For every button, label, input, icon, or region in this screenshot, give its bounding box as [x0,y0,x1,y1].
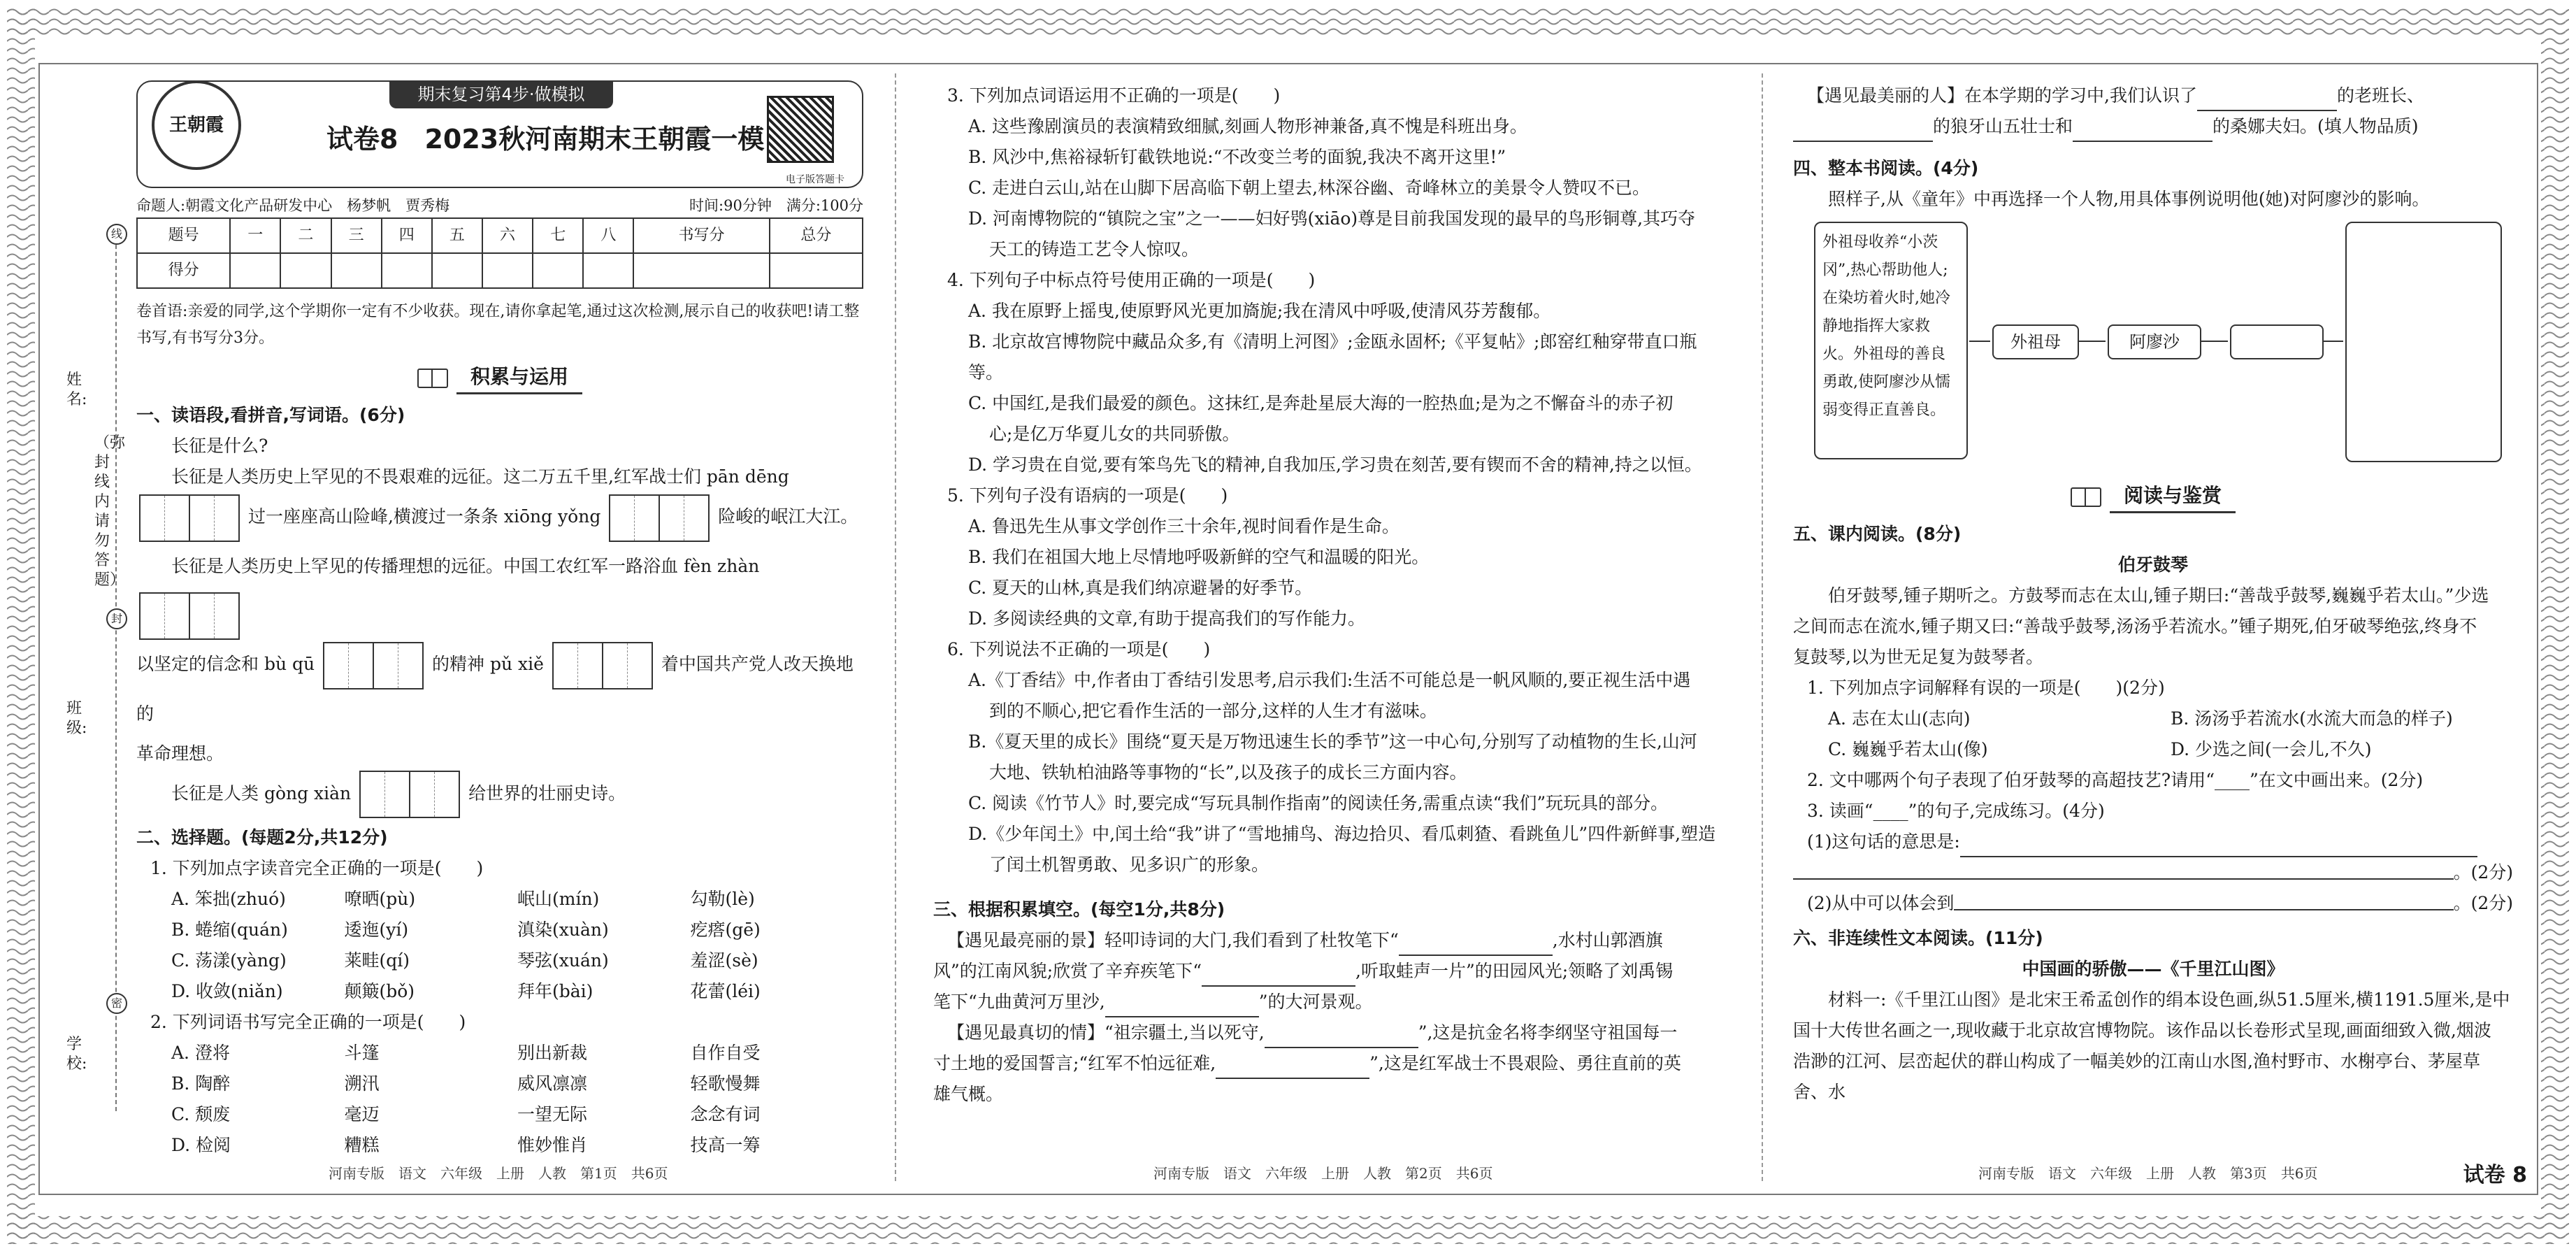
fill-text: 风”的江南风貌;欣赏了辛弃疾笔下“ [933,961,1202,981]
question-title: 六、非连续性文本阅读。(11分) [1793,928,2043,948]
section-badge [1793,480,2513,513]
passage-line: 革命理想。 [136,743,224,764]
option: D. 河南博物院的“镇院之宝”之一——妇好鸮(xiāo)尊是目前我国发现的最早的鸟形铜尊,其巧夺 [968,208,1696,229]
option: 溯汛 [344,1073,380,1094]
fill-text: ”,这是抗金名将李纲坚守祖国每一 [1418,1022,1678,1043]
passage-line: 长征是什么? [171,436,268,456]
option: B. 风沙中,焦裕禄斩钉截铁地说:“不改变兰考的面貌,我决不离开这里!” [968,147,1506,167]
option: 心;是亿万华夏儿女的共同骄傲。 [989,424,1240,444]
score-cell[interactable] [533,253,583,288]
example-box: 外祖母收养“小茨冈”,热心帮助他人;在染坊着火时,她冷静地指挥大家救火。外祖母的善良勇敢,使阿廖沙从懦弱变得正直善良。 [1814,222,1968,459]
passage-line: 国十大传世名画之一,现收藏于北京故宫博物院。该作品以长卷形式呈现,画面细致入微,烟波 [1793,1020,2491,1041]
answer-blank[interactable] [1793,120,1933,142]
passage-line: 长征是人类历史上罕见的不畏艰难的远征。这二万五千里,红军战士们 pān dēng [171,466,789,487]
score-cell[interactable] [382,253,432,288]
fill-text: 的老班长、 [2336,85,2424,106]
option: 糟糕 [344,1135,380,1155]
question: 3. 下列加点词语运用不正确的一项是( ) [947,85,1281,106]
fill-line [1793,80,2513,111]
option: C. 中国红,是我们最爱的颜色。这抹红,是奔赴星辰大海的一腔热血;是为之不懈奋斗的赤子初 [968,393,1674,413]
passage-title: 伯牙鼓琴 [2117,555,2188,575]
score-header: 二 [280,218,331,253]
option: C. 颓废 [171,1104,231,1124]
passage-text: 以坚定的信念和 bù qū [136,654,315,674]
node-alyosha: 阿廖沙 [2108,324,2201,359]
option: 到的不顺心,把它看作生活的一部分,这样的人生才有滋味。 [989,701,1437,721]
options [1793,703,2513,765]
question: 6. 下列说法不正确的一项是( ) [947,639,1211,659]
option: 惟妙惟肖 [517,1135,588,1155]
option: D. 多阅读经典的文章,有助于提高我们的写作能力。 [968,608,1365,629]
page-1 [136,80,863,1174]
option: 了闰土机智勇敢、见多识广的形象。 [989,855,1269,875]
school-label: 学校: [66,1036,87,1073]
time-score: 时间:90分钟 满分:100分 [689,197,863,214]
question-title: 四、整本书阅读。(4分) [1793,158,1979,178]
score-header: 题号 [137,218,230,253]
score-header: 五 [432,218,482,253]
book-icon [2071,487,2101,507]
passage-text: 长征是人类历史上罕见的传播理想的远征。中国工农红军一路浴血 fèn zhàn [171,555,760,576]
fill-text: 寸土地的爱国誓言;“红军不怕远征难, [933,1053,1216,1073]
option: 琴弦(xuán) [517,950,609,971]
review-step-tag: 期末复习第4步·做模拟 [389,80,613,108]
score-header: 一 [230,218,280,253]
arrow-left [2200,341,2228,342]
answer-blank[interactable] [2197,89,2337,111]
question: 4. 下列句子中标点符号使用正确的一项是( ) [947,270,1316,290]
score-cell[interactable] [230,253,280,288]
score-row [137,253,863,288]
question: 1. 下列加点字词解释有误的一项是( )(2分) [1807,678,2165,698]
fill-text: 的桑娜夫妇。(填人物品质) [2212,116,2419,136]
answer-box[interactable] [2345,222,2502,462]
passage-line: 材料一:《千里江山图》是北宋王希孟创作的绢本设色画,纵51.5厘米,横1191.5厘米,是中 [1828,989,2510,1010]
option: 岷山(mín) [517,889,600,909]
node-grandmother: 外祖母 [1992,324,2079,359]
fill-text: ,听取蛙声一片”的田园风光;领略了刘禹锡 [1355,961,1674,981]
fill-text: 的狼牙山五壮士和 [1933,116,2073,136]
option: B. 北京故宫博物院中藏品众多,有《清明上河图》;金瓯永固杯;《平复帖》;郎窑红釉穿带直口瓶等。 [968,331,1697,383]
option: A. 鲁迅先生从事文学创作三十余年,视时间看作是生命。 [968,516,1399,536]
option: 嘹晒(pù) [344,889,416,909]
score-header: 四 [382,218,432,253]
option: 斗篷 [344,1043,380,1063]
page-2 [933,80,1730,1174]
arrow-right [2078,341,2106,342]
option: 羞涩(sè) [690,950,758,971]
answer-blank[interactable] [1105,995,1259,1017]
option: C. 荡漾(yàng) [171,950,287,971]
option: A. 笨拙(zhuó) [171,889,286,909]
option: 莱畦(qí) [344,950,410,971]
class-label: 班级: [66,700,87,737]
answer-blank[interactable] [1960,835,2477,857]
option: 疙瘩(gē) [690,920,761,940]
fill-text: 。(2分) [2453,862,2513,882]
answer-blank[interactable] [2073,120,2212,142]
passage-line [136,640,863,738]
score-cell[interactable] [633,253,769,288]
fill-line: 雄气概。 [933,1084,1004,1104]
character-diagram [1793,222,2513,473]
passage-text: 长征是人类 gòng xiàn [171,782,352,803]
question: 1. 下列加点字读音完全正确的一项是( ) [150,858,484,878]
option: B. 蜷缩(quán) [171,920,288,940]
fill-text: (2)从中可以体会到 [1807,893,1955,913]
option: A. 澄将 [171,1043,230,1063]
option: A.《丁香结》中,作者由丁香结引发思考,启示我们:生活不可能总是一帆风顺的,要正视生活中遇 [968,670,1691,690]
option: 轻歌慢舞 [690,1073,761,1094]
passage-line: 浩渺的江河、层峦起伏的群山构成了一幅美妙的江南山水图,渔村野市、水榭亭台、茅屋草舍、水 [1793,1051,2480,1102]
question-title: 一、读语段,看拼音,写词语。(6分) [136,405,405,425]
passage-text: 给世界的壮丽史诗。 [468,782,626,803]
score-cell[interactable] [331,253,382,288]
seal-mark-line: 线 [106,224,127,245]
option: D. 收敛(niǎn) [171,981,283,1001]
option: C. 走进白云山,站在山脚下居高临下朝上望去,林深谷幽、奇峰林立的美景令人赞叹不已。 [968,178,1650,198]
brand-logo: 王朝霞 [152,80,241,170]
fill-line [1793,111,2513,142]
column-divider [1762,73,1763,1181]
option: 自作自受 [690,1043,761,1063]
answer-blank[interactable] [1216,1057,1369,1079]
option: 逶迤(yí) [344,920,409,940]
option: B. 我们在祖国大地上尽情地呼吸新鲜的空气和温暖的阳光。 [968,547,1430,567]
answer-blank[interactable] [1202,964,1355,987]
score-cell[interactable] [432,253,482,288]
option: B.《夏天里的成长》围绕“夏天是万物迅速生长的季节”这一中心句,分别写了动植物的生长,山河 [968,731,1697,752]
option: 大地、铁轨柏油路等事物的“长”,以及孩子的成长三方面内容。 [989,762,1467,782]
question: 2. 下列词语书写完全正确的一项是( ) [150,1012,466,1032]
fill-text: ”,这是红军战士不畏艰险、勇往直前的英 [1369,1053,1681,1073]
fill-text: 。(2分) [2453,893,2513,913]
seal-line [115,224,117,1111]
passage-text: 着中国共产党人改天换地的 [136,654,854,724]
fill-line [1793,827,2513,857]
score-cell[interactable] [583,253,633,288]
question: 5. 下列句子没有语病的一项是( ) [947,485,1228,506]
fill-text: 【遇见最真切的情】“祖宗疆土,当以死守, [947,1022,1265,1043]
question: 照样子,从《童年》中再选择一个人物,用具体事例说明他(她)对阿廖沙的影响。 [1828,189,2430,209]
fill-line [933,956,1730,987]
option: A. 志在太山(志向) [1828,708,1971,729]
fill-line [933,1017,1730,1048]
fill-line [1793,857,2513,888]
option: 滇染(xuàn) [517,920,609,940]
score-header: 六 [482,218,533,253]
score-cell[interactable] [770,253,863,288]
option: B. 陶醉 [171,1073,231,1094]
seal-note: （弥封线内请勿答题） [94,434,126,589]
option: 别出新裁 [517,1043,588,1063]
passage-line: 复鼓琴,以为世无足复为鼓琴者。 [1793,647,2043,667]
page-footer: 河南专版 语文 六年级 上册 人教 第3页 共6页 [1978,1165,2318,1182]
passage-text: 过一座座高山险峰,横渡过一条条 xiōng yǒng [247,506,601,527]
answer-blank[interactable] [1265,1026,1418,1048]
answer-boxes[interactable] [609,494,710,542]
passage-line [136,492,863,542]
answer-boxes[interactable] [139,592,240,640]
option: 毫迈 [344,1104,380,1124]
option: C. 巍巍乎若太山(像) [1828,739,1988,759]
passage-line [136,542,863,641]
passage-text: 的精神 pǔ xiě [432,654,544,674]
option: 天工的铸造工艺令人惊叹。 [989,239,1200,259]
section-badge [136,362,863,394]
option: 念念有词 [690,1104,761,1124]
score-cell[interactable] [280,253,331,288]
passage-line [136,769,863,819]
passage-title: 中国画的骄傲——《千里江山图》 [2022,959,2284,979]
answer-blank[interactable] [1954,888,2453,910]
fill-text: 【遇见最美丽的人】在本学期的学习中,我们认识了 [1807,85,2197,106]
fill-line [933,1048,1730,1079]
exam-number-tag: 试卷 8 [2463,1163,2527,1187]
score-header: 书写分 [633,218,769,253]
fill-text: ”的大河景观。 [1258,992,1373,1012]
option: D. 检阅 [171,1135,231,1155]
fill-text: 笔下“九曲黄河万里沙, [933,992,1105,1012]
page-footer: 河南专版 语文 六年级 上册 人教 第2页 共6页 [1153,1165,1493,1182]
exam-meta [136,194,863,217]
score-header: 七 [533,218,583,253]
question-title: 二、选择题。(每题2分,共12分) [136,827,388,848]
option: 颠簸(bǒ) [344,981,415,1001]
score-header: 总分 [770,218,863,253]
node-blank[interactable] [2230,324,2324,359]
score-row-label: 得分 [137,253,230,288]
fill-line [933,987,1730,1017]
score-header: 三 [331,218,382,253]
answer-blank[interactable] [1793,857,2454,880]
answer-blank[interactable] [1399,934,1553,956]
fill-text: (1)这句话的意思是: [1807,831,1960,852]
fill-line [1793,888,2513,919]
option: C. 阅读《竹节人》时,要完成“写玩具制作指南”的阅读任务,需重点读“我们”玩玩具的部分。 [968,793,1669,813]
option: A. 我在原野上摇曳,使原野风光更加旖旎;我在清风中呼吸,使清风芬芳馥郁。 [968,301,1551,321]
option: 技高一筹 [690,1135,761,1155]
connector [2322,341,2343,342]
score-header: 八 [583,218,633,253]
option: 威风凛凛 [517,1073,588,1094]
exam-title: 试卷8 2023秋河南期末王朝霞一模 [326,124,765,155]
fill-line [933,925,1730,956]
book-icon [417,369,448,388]
section-title: 阅读与鉴赏 [2110,480,2236,513]
option: 拜年(bài) [517,981,593,1001]
column-divider [895,73,896,1181]
answer-boxes[interactable] [359,771,460,818]
question: 2. 文中哪两个句子表现了伯牙鼓琴的高超技艺?请用“____”在文中画出来。(2分) [1807,770,2424,790]
question-title: 五、课内阅读。(8分) [1793,524,1962,544]
connector [1969,341,1990,342]
option: C. 夏天的山林,真是我们纳凉避暑的好季节。 [968,578,1313,598]
seal-mark-seal: 封 [106,608,127,629]
qr-caption: 电子版答题卡 [786,174,844,185]
option: D. 学习贵在自觉,要有笨鸟先飞的精神,自我加压,学习贵在刻苦,要有锲而不舍的精神,持之以恒。 [968,455,1702,475]
option: A. 这些豫剧演员的表演精致细腻,刻画人物形神兼备,真不愧是科班出身。 [968,116,1527,136]
fill-text: ,水村山郭酒旗 [1552,930,1663,950]
option: B. 汤汤乎若流水(水流大而急的样子) [2171,708,2453,729]
seal-mark-secret: 密 [106,993,127,1014]
fill-text: 【遇见最亮丽的景】轻叩诗词的大门,我们看到了杜牧笔下“ [947,930,1399,950]
options [136,1038,863,1161]
options [136,884,863,1007]
option: 一望无际 [517,1104,588,1124]
option: 勾勒(lè) [690,889,755,909]
option: D. 少选之间(一会儿,不久) [2171,739,2372,759]
name-label: 姓名: [66,371,87,408]
score-cell[interactable] [482,253,533,288]
section-title: 积累与运用 [456,362,582,394]
answer-boxes[interactable] [323,642,424,689]
exam-header [136,80,863,188]
authors: 命题人:朝霞文化产品研发中心 杨梦帆 贾秀梅 [136,197,450,214]
answer-boxes[interactable] [552,642,653,689]
page-3 [1793,80,2513,1174]
answer-boxes[interactable] [139,494,240,542]
question-title: 三、根据积累填空。(每空1分,共8分) [933,899,1225,920]
passage-line: 之间而志在流水,锺子期又曰:“善哉乎鼓琴,汤汤乎若流水。”锺子期死,伯牙破琴绝弦,终身不 [1793,616,2477,636]
intro-text: 卷首语:亲爱的同学,这个学期你一定有不少收获。现在,请你拿起笔,通过这次检测,展示自己的收获吧!请工整书写,有书写分3分。 [136,303,860,347]
option: 花蕾(léi) [690,981,761,1001]
passage-line: 伯牙鼓琴,锺子期听之。方鼓琴而志在太山,锺子期曰:“善哉乎鼓琴,巍巍乎若太山。”少选 [1828,585,2489,606]
page-footer: 河南专版 语文 六年级 上册 人教 第1页 共6页 [329,1165,668,1182]
option: D.《少年闰土》中,闰土给“我”讲了“雪地捕鸟、海边拾贝、看瓜刺猹、看跳鱼儿”四件新鲜事,塑造 [968,824,1716,844]
score-table [136,217,863,289]
question: 3. 读画“____”的句子,完成练习。(4分) [1807,801,2105,821]
passage-text: 险峻的岷江大江。 [718,506,858,527]
score-header-row [137,218,863,253]
qr-code-icon[interactable] [767,96,834,163]
